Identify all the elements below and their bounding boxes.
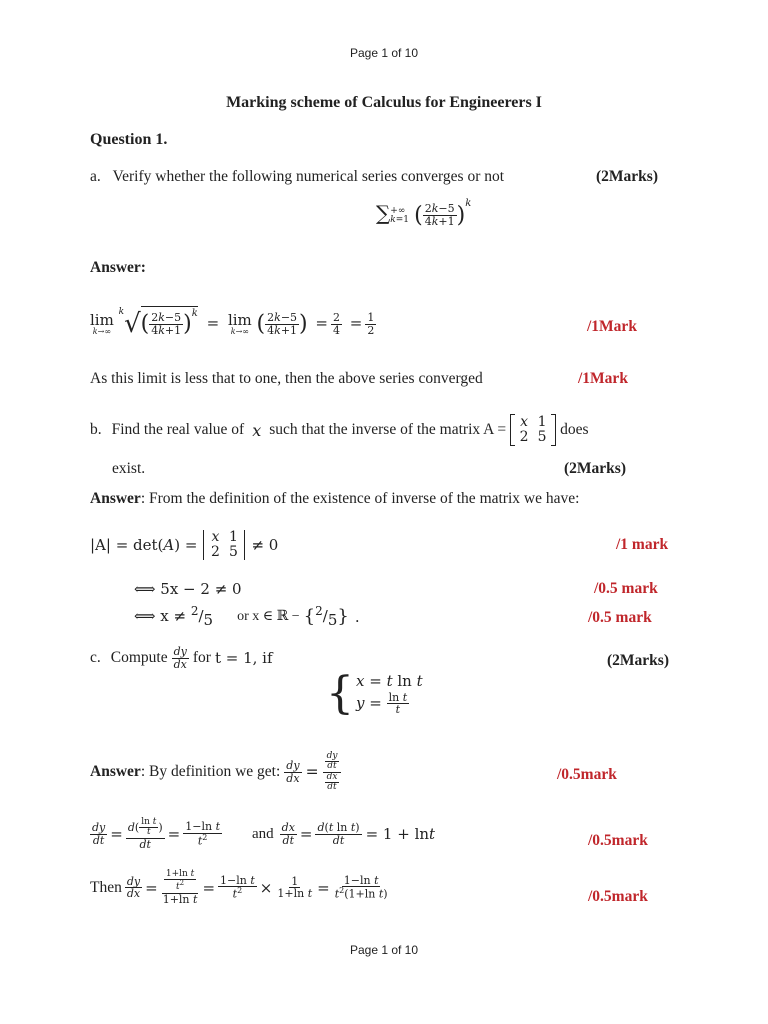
part-b-text-before: Find the real value of [111,421,245,438]
determinant-mark: /1 mark [616,536,669,553]
part-b-text-end: does [560,421,589,438]
determinant-expression: |A| = det(A) = x 1 2 5 ≠ 0 [90,529,279,560]
step-1-mark: /0.5 mark [594,580,658,597]
part-c-answer: Answer : By definition we get: $\frac{dy}{dx}$ = $\frac{\frac{dy}{dt}}{\frac{dx}{dt}}$ [90,752,341,793]
part-c-for: for [192,649,211,667]
part-b-question: b. Find the real value of x such that the inverse of the matrix A = x 1 2 5 does [90,414,589,445]
part-b-label: b. [90,421,102,438]
matrix-a: x 1 2 5 [510,414,556,446]
page-header: Page 1 of 10 [349,46,419,60]
part-c-condition: t = 1, if [214,649,273,668]
question-heading: Question 1. [90,131,168,148]
step-2: ⟺ $x \ne ^2/_5$ or x ∈ ℝ − { $^2/_5$ } . [134,604,360,629]
part-c-answer-label: Answer [90,763,141,781]
part-c-compute: Compute [110,649,168,667]
final-expression: Then $\frac{dy}{dx}$ = $\frac{\frac{\text{1+ln t}}{t^2}}{\text{1+ln t}}$ = $\frac{\text{1−ln t}}{t^2}$ × $\frac{1}{\text{1+ln t}}$ = $\frac{\text{1−ln t}}{t^2(1+\ln t)}$ [90,869,388,906]
derivatives-expression: $\frac{dy}{dt}$ = d( $\frac{\text{ln t}}{t}$ ) dt = $\frac{\text{1−ln t}}{t^2}$ and $\frac{dx}{dt}$ = $\frac{\text{d(t ln t)}}{dt}$ = 1 + lnt [92,817,436,851]
limit-mark: /1Mark [587,318,637,335]
and-text: and [251,825,274,842]
conclusion-mark: /1Mark [578,370,628,387]
part-a-marks: (2Marks) [596,168,658,185]
part-c-answer-text: : By definition we get: [140,763,281,781]
part-b-text-line2: exist. [112,460,146,477]
derivatives-mark: /0.5mark [588,832,648,849]
document-title: Marking scheme of Calculus for Engineerers I [226,94,542,111]
part-c-question: c. Compute $\frac{dy}{dx}$ for t = 1, if [90,645,273,671]
page-footer: Page 1 of 10 [349,943,419,957]
step-1: ⟺ 5x − 2 ≠ 0 [134,580,242,598]
final-mark: /0.5mark [588,888,648,905]
part-b-marks: (2Marks) [564,460,626,477]
part-c-marks: (2Marks) [607,652,669,669]
limit-expression: lim k→∞ $^k$√( $\frac{2k-5}{4k+1}$ )$^k$ = lim k→∞ ( $\frac{2k-5}{4k+1}$ ) = $\frac{2}{4}$ = $\frac{1}{2}$ [90,307,375,339]
part-a-answer-label: Answer: [90,259,146,276]
part-a-conclusion: As this limit is less that to one, then the above series converged [90,370,483,387]
step-2-or: or x ∈ ℝ − [237,609,300,624]
then-text: Then [90,878,122,896]
step-2-mark: /0.5 mark [588,609,652,626]
part-b-text-after: such that the inverse of the matrix A = [269,421,507,438]
part-b-answer [90,490,579,508]
definition-mark: /0.5mark [557,766,617,783]
part-a-label: a. [90,168,101,185]
part-c-label: c. [90,649,101,667]
part-a-question [90,168,504,186]
part-a-text: Verify whether the following numerical series converges or not [112,168,505,185]
parametric-system: { x = t ln t y = $\frac{\text{ln t}}{t}$ [326,668,423,719]
part-b-answer-text: : From the definition of the existence of inverse of the matrix we have: [140,490,580,507]
part-b-answer-label: Answer [90,490,141,507]
series-formula: ∑ +∞ k=1 ( $\frac{2k-5}{4k+1}$ )$^k$ [376,198,472,228]
